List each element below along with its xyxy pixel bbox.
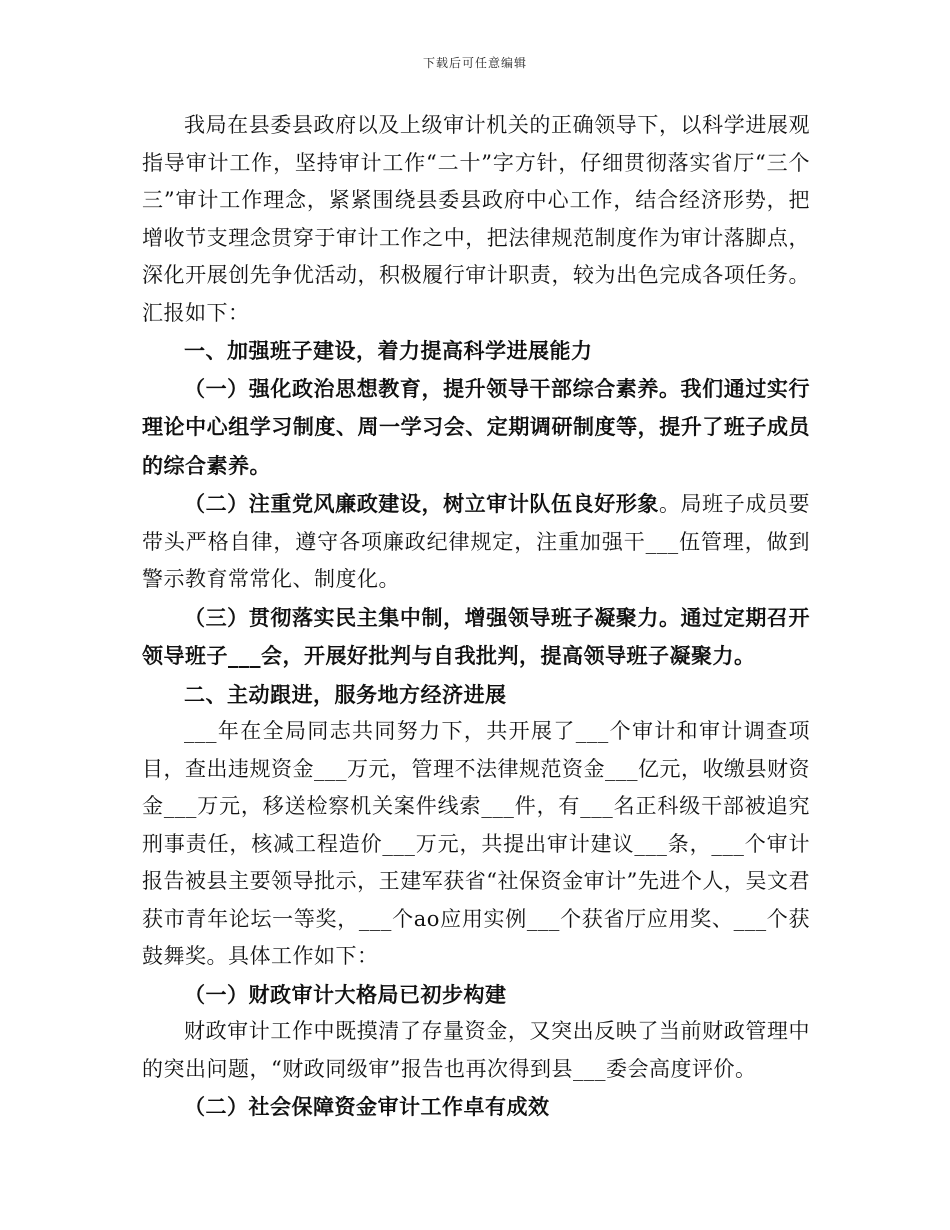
section-2-1-body-paragraph <box>142 1013 810 1088</box>
section-1-3-paragraph <box>142 599 810 676</box>
section-1-2-text: 。局班子成员要带头严格自律，遵守各项廉政纪律规定，注重加强干___伍管理，做到警示教育常常化、制度化。 <box>142 492 811 591</box>
section-1-1-bold-text: （一）强化政治思想教育，提升领导干部综合素养。我们通过实行理论中心组学习制度、周一学习会、定期调研制度等，提升了班子成员的综合素养。 <box>142 375 810 478</box>
section-1-heading <box>142 332 810 370</box>
section-2-1-heading <box>142 976 810 1014</box>
document-body <box>142 107 810 1126</box>
intro-text: 我局在县委县政府以及上级审计机关的正确领导下，以科学进展观指导审计工作，坚持审计工作“二十”字方针，仔细贯彻落实省厅“三个三”审计工作理念，紧紧围绕县委县政府中心工作，结合经济形势，把增收节支理念贯穿于审计工作之中，把法律规范制度作为审计落脚点，深化开展创先争优活动，积极履行审计职责，较为出色完成各项任务。汇报如下： <box>142 113 810 325</box>
section-1-1-paragraph <box>142 370 810 486</box>
section-1-heading-text: 一、加强班子建设，着力提高科学进展能力 <box>184 338 593 363</box>
section-1-3-bold-text: （三）贯彻落实民主集中制，增强领导班子凝聚力。通过定期召开领导班子___会，开展好批判与自我批判，提高领导班子凝聚力。 <box>142 604 810 668</box>
section-2-heading <box>142 676 810 714</box>
section-2-body-text: ___年在全局同志共同努力下，共开展了___个审计和审计调查项目，查出违规资金___万元，管理不法律规范资金___亿元，收缴县财资金___万元，移送检察机关案件线索___件，有___名正科级干部被追究刑事责任，核减工程造价___万元，共提出审计建议___条，___个审计报告被县主要领导批示，王建军获省“社保资金审计”先进个人，吴文君获市青年论坛一等奖，___个ao应用实例___个获省厅应用奖、___个获鼓舞奖。具体工作如下： <box>142 719 810 968</box>
section-2-1-body-text: 财政审计工作中既摸清了存量资金，又突出反映了当前财政管理中的突出问题，“财政同级审”报告也再次得到县___委会高度评价。 <box>142 1019 810 1081</box>
section-2-2-heading <box>142 1088 810 1126</box>
section-2-body-paragraph <box>142 713 810 976</box>
intro-paragraph <box>142 107 810 332</box>
section-2-1-heading-text: （一）财政审计大格局已初步构建 <box>184 981 507 1007</box>
section-2-heading-text: 二、主动跟进，服务地方经济进展 <box>184 681 507 707</box>
header-note: 下载后可任意编辑 <box>422 56 527 70</box>
section-1-2-paragraph <box>142 485 810 599</box>
section-1-2-bold-text: （二）注重党风廉政建设，树立审计队伍良好形象 <box>184 491 659 516</box>
section-2-2-heading-text: （二）社会保障资金审计工作卓有成效 <box>184 1094 550 1119</box>
